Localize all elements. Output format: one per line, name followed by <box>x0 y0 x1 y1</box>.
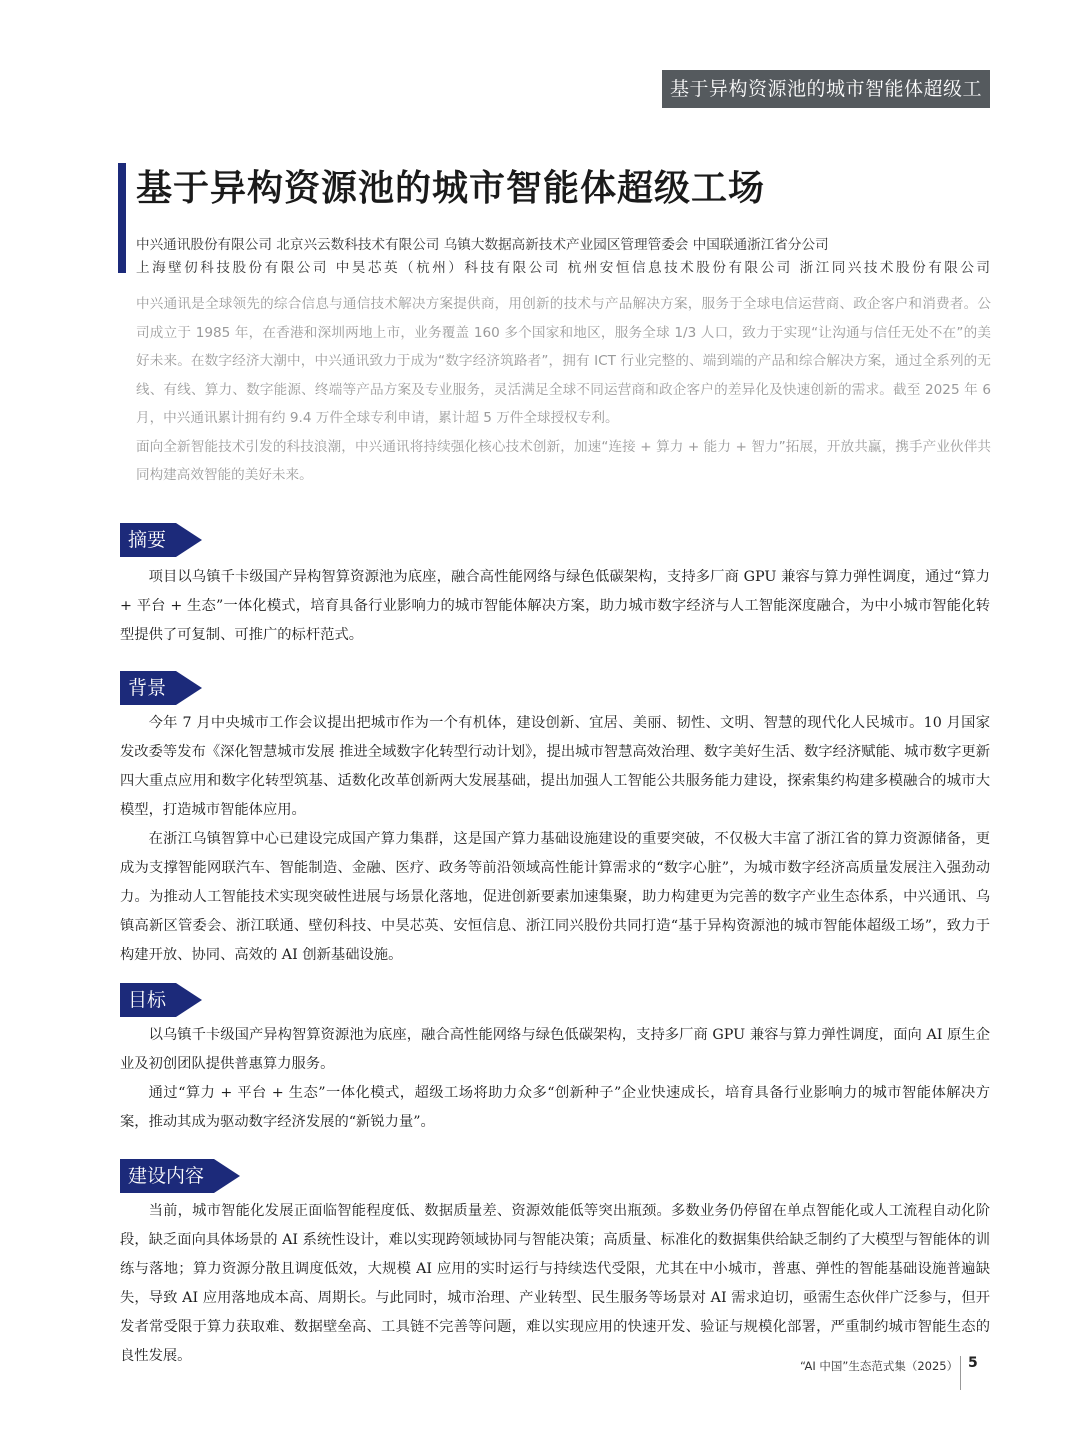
construction-body <box>120 1197 990 1371</box>
body-paragraph: 在浙江乌镇智算中心已建设完成国产算力集群，这是国产算力基础设施建设的重要突破，不仅极大丰富了浙江省的算力资源储备，更成为支撑智能网联汽车、智能制造、金融、医疗、政务等前沿领域高性能计算需求的“数字心脏”，为城市数字经济高质量发展注入强劲动力。为推动人工智能技术实现突破性进展与场景化落地，促进创新要素加速集聚，助力构建更为完善的数字产业生态体系，中兴通讯、乌镇高新区管委会、浙江联通、壁仞科技、中昊芯英、安恒信息、浙江同兴股份共同打造“基于异构资源池的城市智能体超级工场”，致力于构建开放、协同、高效的 AI 创新基础设施。 <box>120 831 990 963</box>
page-number: 5 <box>968 1355 978 1371</box>
footer-divider <box>960 1356 961 1390</box>
publication-name: “AI 中国”生态范式集（2025） <box>800 1359 959 1373</box>
heading-arrow-icon <box>176 983 202 1017</box>
section-heading-label: 摘要 <box>120 523 176 557</box>
intro-paragraph: 面向全新智能技术引发的科技浪潮，中兴通讯将持续强化核心技术创新，加速“连接 + 算力 + 能力 + 智力”拓展，开放共赢，携手产业伙伴共同构建高效智能的美好未来。 <box>136 438 991 483</box>
section-heading-label: 建设内容 <box>120 1159 214 1193</box>
body-paragraph: 项目以乌镇千卡级国产异构智算资源池为底座，融合高性能网络与绿色低碳架构，支持多厂商 GPU 兼容与算力弹性调度，通过“算力 + 平台 + 生态”一体化模式，培育具备行业影响力的城市智能体解决方案，助力城市数字经济与人工智能深度融合，为中小城市智能化转型提供了可复制、可推广的标杆范式。 <box>120 569 990 643</box>
intro-paragraph: 中兴通讯是全球领先的综合信息与通信技术解决方案提供商，用创新的技术与产品解决方案，服务于全球电信运营商、政企客户和消费者。公司成立于 1985 年，在香港和深圳两地上市，业务覆盖 160 多个国家和地区，服务全球 1/3 人口，致力于实现“让沟通与信任无处不在”的美好未来。在数字经济大潮中，中兴通讯致力于成为“数字经济筑路者”，拥有 ICT 行业完整的、端到端的产品和综合解决方案，通过全系列的无线、有线、算力、数字能源、终端等产品方案及专业服务，灵活满足全球不同运营商和政企客户的差异化及快速创新的需求。截至 2025 年 6 月，中兴通讯累计拥有约 9.4 万件全球专利申请，累计超 5 万件全球授权专利。 <box>136 296 991 426</box>
body-paragraph: 以乌镇千卡级国产异构智算资源池为底座，融合高性能网络与绿色低碳架构，支持多厂商 GPU 兼容与算力弹性调度，面向 AI 原生企业及初创团队提供普惠算力服务。 <box>120 1027 990 1072</box>
background-body <box>120 709 990 970</box>
body-paragraph: 当前，城市智能化发展正面临智能程度低、数据质量差、资源效能低等突出瓶颈。多数业务仍停留在单点智能化或人工流程自动化阶段，缺乏面向具体场景的 AI 系统性设计，难以实现跨领域协同与智能决策；高质量、标准化的数据集供给缺乏制约了大模型与智能体的训练与落地；算力资源分散且调度低效，大规模 AI 应用的实时运行与持续迭代受限，尤其在中小城市，普惠、弹性的智能基础设施普遍缺失，导致 AI 应用落地成本高、周期长。与此同时，城市治理、产业转型、民生服务等场景对 AI 需求迫切，亟需生态伙伴广泛参与，但开发者常受限于算力获取难、数据壁垒高、工具链不完善等问题，难以实现应用的快速开发、验证与规模化部署，严重制约城市智能生态的良性发展。 <box>120 1203 990 1364</box>
abstract-body <box>120 563 990 650</box>
section-heading-goals <box>120 983 202 1017</box>
running-header-tag: 基于异构资源池的城市智能体超级工场 <box>662 70 990 108</box>
body-paragraph: 今年 7 月中央城市工作会议提出把城市作为一个有机体，建设创新、宜居、美丽、韧性、文明、智慧的现代化人民城市。10 月国家发改委等发布《深化智慧城市发展 推进全域数字化转型行动计划》，提出城市智慧高效治理、数字美好生活、数字经济赋能、城市数字更新四大重点应用和数字化转型筑基、适数化改革创新两大发展基础，提出加强人工智能公共服务能力建设，探索集约构建多模融合的城市大模型，打造城市智能体应用。 <box>120 715 990 818</box>
company-intro <box>136 290 991 490</box>
body-paragraph: 通过“算力 + 平台 + 生态”一体化模式，超级工场将助力众多“创新种子”企业快速成长，培育具备行业影响力的城市智能体解决方案，推动其成为驱动数字经济发展的“新锐力量”。 <box>120 1085 990 1130</box>
section-heading-abstract <box>120 523 202 557</box>
authors-line-2: 上海壁仞科技股份有限公司 中昊芯英（杭州）科技有限公司 杭州安恒信息技术股份有限公司 浙江同兴技术股份有限公司 <box>136 260 990 276</box>
page-title: 基于异构资源池的城市智能体超级工场 <box>136 168 766 209</box>
section-heading-label: 目标 <box>120 983 176 1017</box>
heading-arrow-icon <box>176 671 202 705</box>
authors-line-1: 中兴通讯股份有限公司 北京兴云数科技术有限公司 乌镇大数据高新技术产业园区管理管委会 中国联通浙江省分公司 <box>136 237 829 253</box>
section-heading-construction <box>120 1159 240 1193</box>
section-heading-label: 背景 <box>120 671 176 705</box>
goals-body <box>120 1021 990 1137</box>
heading-arrow-icon <box>214 1159 240 1193</box>
title-accent-bar <box>118 163 126 273</box>
heading-arrow-icon <box>176 523 202 557</box>
section-heading-background <box>120 671 202 705</box>
